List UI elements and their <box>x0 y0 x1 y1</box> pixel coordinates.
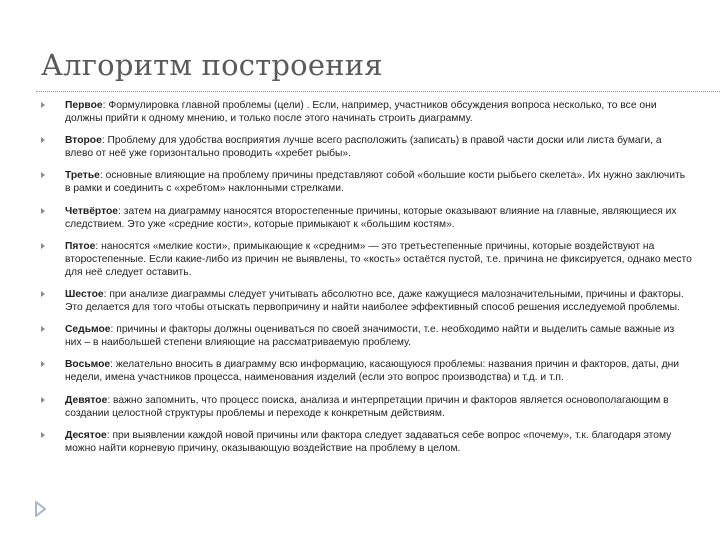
bullet-lead: Седьмое <box>65 324 111 336</box>
slide-nav-arrow-icon[interactable] <box>34 500 48 518</box>
bullet-arrow-icon <box>41 172 45 178</box>
bullet-lead: Девятое <box>65 394 108 406</box>
bullet-arrow-icon <box>41 243 45 249</box>
bullet-item <box>32 134 692 160</box>
title-divider <box>36 91 720 92</box>
bullet-text: : при анализе диаграммы следует учитывать абсолютно все, даже кажущиеся малозначительными, причины и факторы. Это делается для того чтобы отыскать первопричину и найти наиболее эффективный способ решения исследуемой проблемы. <box>65 288 684 313</box>
bullet-item <box>32 288 692 314</box>
bullet-text: : наносятся «мелкие кости», примыкающие к «средним» — это третьестепенные причины, которые воздействуют на второстепенные. Если какие-либо из причин не выявлены, то «кость» остаётся пустой, т.е. причина не фиксируется, однако место для неё следует оставить. <box>65 240 692 278</box>
bullet-arrow-icon <box>41 137 45 143</box>
bullet-text: : Формулировка главной проблемы (цели) . Если, например, участников обсуждения вопроса несколько, то все они должны прийти к одному мнению, и только после этого начинать строить диаграмму. <box>65 100 657 124</box>
bullet-arrow-icon <box>41 102 45 108</box>
slide-title: Алгоритм построения <box>41 48 383 82</box>
bullet-item <box>32 205 692 231</box>
bullet-lead: Третье <box>65 170 100 182</box>
bullet-text: : важно запомнить, что процесс поиска, анализа и интерпретации причин и факторов является основополагающим в создании целостной структуры проблемы и переходе к конкретным действиям. <box>65 394 669 419</box>
bullet-item <box>32 394 692 420</box>
bullet-text: : основные влияющие на проблему причины представляют собой «большие кости рыбьего скелета». Их нужно заключить в рамки и соединить с «хребтом» наклонными стрелками. <box>65 170 686 195</box>
bullet-text: : при выявлении каждой новой причины или фактора следует задаваться себе вопрос «почему», т.к. благодаря этому можно найти корневую причину, оказывающую воздействие на проблему в целом. <box>65 429 672 454</box>
bullet-arrow-icon <box>41 397 45 403</box>
bullet-text: : желательно вносить в диаграмму всю информацию, касающуюся проблемы: названия причин и факторов, даты, дни недели, имена участников процесса, наименования изделий (если это вопрос производства) и т.д. и т.п. <box>65 359 680 384</box>
bullet-lead: Пятое <box>65 240 96 252</box>
bullet-text: : Проблему для удобства восприятия лучше всего расположить (записать) в правой части доски или листа бумаги, а влево от неё уже горизонтально проводить «хребет рыбы». <box>65 135 662 160</box>
bullet-arrow-icon <box>41 208 45 214</box>
bullet-text: : затем на диаграмму наносятся второстепенные причины, которые оказывают влияние на главные, являющиеся их следствием. Это уже «средние кости», которые примыкают к «большим костям». <box>65 205 677 230</box>
bullet-list <box>32 99 692 464</box>
bullet-item <box>32 323 692 349</box>
bullet-lead: Четвёртое <box>65 205 119 217</box>
bullet-arrow-icon <box>41 291 45 297</box>
bullet-text: : причины и факторы должны оцениваться по своей значимости, т.е. необходимо найти и выделить самые важные из них – в наибольшей степени влияющие на рассматриваемую проблему. <box>65 324 675 349</box>
bullet-item <box>32 169 692 195</box>
bullet-item <box>32 358 692 384</box>
bullet-item <box>32 240 692 279</box>
bullet-lead: Первое <box>65 100 103 111</box>
bullet-item <box>32 429 692 455</box>
bullet-arrow-icon <box>41 432 45 438</box>
bullet-lead: Второе <box>65 135 102 147</box>
bullet-lead: Десятое <box>65 429 107 441</box>
bullet-arrow-icon <box>41 326 45 332</box>
bullet-lead: Шестое <box>65 288 104 300</box>
bullet-lead: Восьмое <box>65 359 111 371</box>
bullet-arrow-icon <box>41 361 45 367</box>
bullet-item <box>32 99 692 125</box>
